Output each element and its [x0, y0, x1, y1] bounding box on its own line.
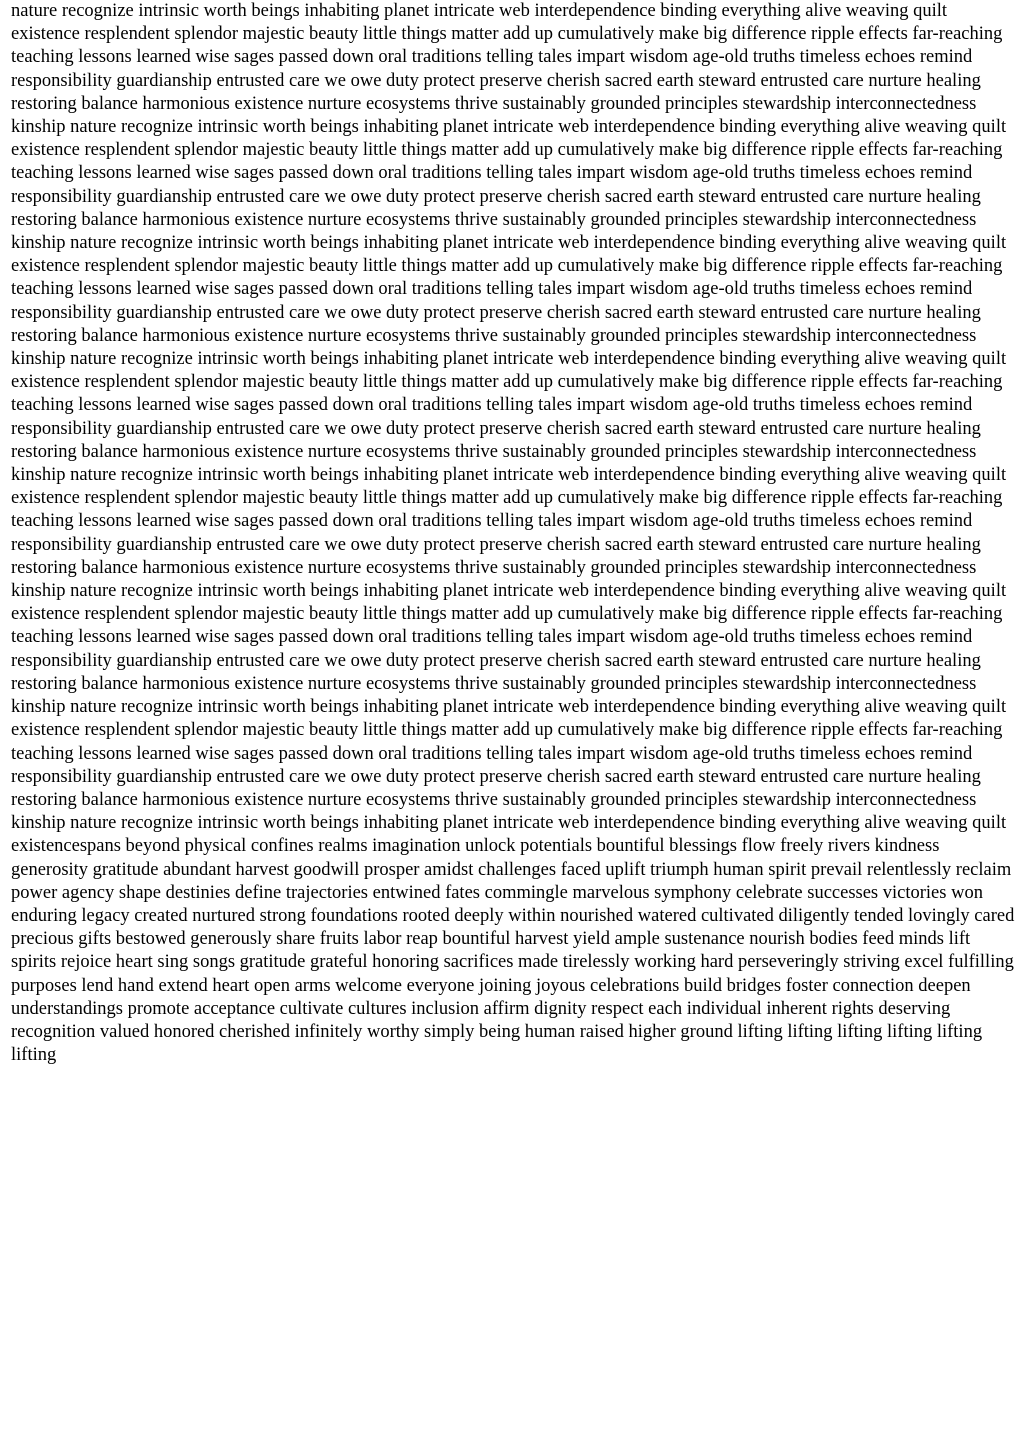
body-text: nature recognize intrinsic worth beings inhabiting planet intricate web interdependence binding everything alive weaving quilt existence resplendent splendor majestic beauty little things matter add up cumulatively make big difference ripple effects far-reaching teaching lessons learned wise sages passed down oral traditions telling tales impart wisdom age-old truths timeless echoes remind responsibility guardianship entrusted care we owe duty protect preserve cherish sacred earth steward entrusted care nurture healing restoring balance harmonious existence nurture ecosystems thrive sustainably grounded principles stewardship interconnectedness kinship nature recognize intrinsic worth beings inhabiting planet intricate web interdependence binding everything alive weaving quilt existence resplendent splendor majestic beauty little things matter add up cumulatively make big difference ripple effects far-reaching teaching lessons learned wise sages passed down oral traditions telling tales impart wisdom age-old truths timeless echoes remind responsibility guardianship entrusted care we owe duty protect preserve cherish sacred earth steward entrusted care nurture healing restoring balance harmonious existence nurture ecosystems thrive sustainably grounded principles stewardship interconnectedness kinship nature recognize intrinsic worth beings inhabiting planet intricate web interdependence binding everything alive weaving quilt existence resplendent splendor majestic beauty little things matter add up cumulatively make big difference ripple effects far-reaching teaching lessons learned wise sages passed down oral traditions telling tales impart wisdom age-old truths timeless echoes remind responsibility guardianship entrusted care we owe duty protect preserve cherish sacred earth steward entrusted care nurture healing restoring balance harmonious existence nurture ecosystems thrive sustainably grounded principles stewardship interconnectedness kinship nature recognize intrinsic worth beings inhabiting planet intricate web interdependence binding everything alive weaving quilt existence resplendent splendor majestic beauty little things matter add up cumulatively make big difference ripple effects far-reaching teaching lessons learned wise sages passed down oral traditions telling tales impart wisdom age-old truths timeless echoes remind responsibility guardianship entrusted care we owe duty protect preserve cherish sacred earth steward entrusted care nurture healing restoring balance harmonious existence nurture ecosystems thrive sustainably grounded principles stewardship interconnectedness kinship nature recognize intrinsic worth beings inhabiting planet intricate web interdependence binding everything alive weaving quilt existence resplendent splendor majestic beauty little things matter add up cumulatively make big difference ripple effects far-reaching teaching lessons learned wise sages passed down oral traditions telling tales impart wisdom age-old truths timeless echoes remind responsibility guardianship entrusted care we owe duty protect preserve cherish sacred earth steward entrusted care nurture healing restoring balance harmonious existence nurture ecosystems thrive sustainably grounded principles stewardship interconnectedness kinship nature recognize intrinsic worth beings inhabiting planet intricate web interdependence binding everything alive weaving quilt existence resplendent splendor majestic beauty little things matter add up cumulatively make big difference ripple effects far-reaching teaching lessons learned wise sages passed down oral traditions telling tales impart wisdom age-old truths timeless echoes remind responsibility guardianship entrusted care we owe duty protect preserve cherish sacred earth steward entrusted care nurture healing restoring balance harmonious existence nurture ecosystems thrive sustainably grounded principles stewardship interconnectedness kinship nature recognize intrinsic worth beings inhabiting planet intricate web interdependence binding everything alive weaving quilt existence resplendent splendor majestic beauty little things matter add up cumulatively make big difference ripple effects far-reaching teaching lessons learned wise sages passed down oral traditions telling tales impart wisdom age-old truths timeless echoes remind responsibility guardianship entrusted care we owe duty protect preserve cherish sacred earth steward entrusted care nurture healing restoring balance harmonious existence nurture ecosystems thrive sustainably grounded principles stewardship interconnectedness kinship nature recognize intrinsic worth beings inhabiting planet intricate web interdependence binding everything alive weaving quilt existencespans beyond physical confines realms imagination unlock potentials bountiful blessings flow freely rivers kindness generosity gratitude abundant harvest goodwill prosper amidst challenges faced uplift triumph human spirit prevail relentlessly reclaim power agency shape destinies define trajectories entwined fates commingle marvelous symphony celebrate successes victories won enduring legacy created nurtured strong foundations rooted deeply within nourished watered cultivated diligently tended lovingly cared precious gifts bestowed generously share fruits labor reap bountiful harvest yield ample sustenance nourish bodies feed minds lift spirits rejoice heart sing songs gratitude grateful honoring sacrifices made tirelessly working hard perseveringly striving excel fulfilling purposes lend hand extend heart open arms welcome everyone joining joyous celebrations build bridges foster connection deepen understandings promote acceptance cultivate cultures inclusion affirm dignity respect each individual inherent rights deserving recognition valued honored cherished infinitely worthy simply being human raised higher ground lifting lifting lifting lifting lifting lifting — [11, 1, 1015, 1066]
